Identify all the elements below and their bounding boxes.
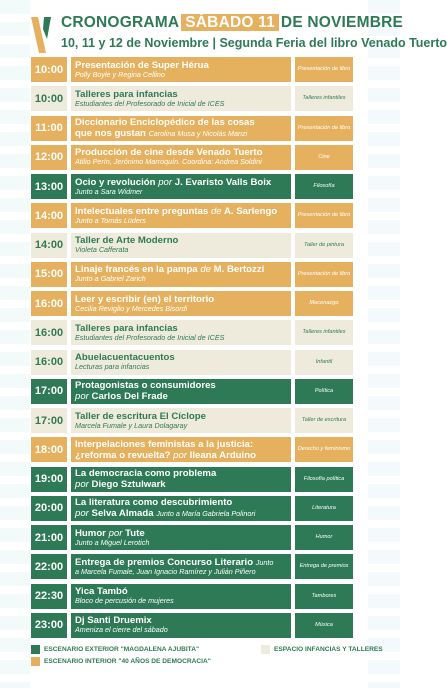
event-title-text: Diccionario Enciclopédico de las cosas [75,116,255,128]
event-time: 16:00 [31,320,67,345]
event-subline [75,100,287,109]
event-details [71,86,291,111]
event-time: 14:00 [31,233,67,258]
event-people: Carlos Del Frade [91,391,168,403]
schedule-row [31,467,353,492]
event-time: 20:00 [31,496,67,521]
event-time: 18:00 [31,437,67,462]
legend [31,643,383,673]
legend-swatch-green [31,645,40,654]
event-details [71,584,291,609]
event-details [71,203,291,228]
event-category: Filosofía [295,174,353,199]
event-subline [75,479,287,490]
legend-interior-label: ESCENARIO INTERIOR "40 AÑOS DE DEMOCRACIA" [44,658,211,665]
event-people: Diego Sztulwark [91,479,166,490]
event-people: Selva Almada [91,508,154,520]
event-category: Taller de escritura [295,408,353,433]
event-time: 14:00 [31,203,67,228]
event-author: M. Bertozzi [213,264,265,276]
event-subline [75,597,287,606]
page-header [31,14,447,56]
event-category: Tambores [295,584,353,609]
event-subline-pre: por [75,508,89,520]
schedule-row [31,320,353,345]
event-category: Talleres infantiles [295,320,353,345]
event-details [71,350,291,375]
event-details [71,554,291,579]
event-author: Tute [125,527,145,539]
event-title-connector: por [158,176,173,188]
event-subline [75,275,287,284]
event-title-text: Yica Tambó [75,586,128,598]
event-subline-pre: por [75,391,89,403]
event-title-text: Ocio y revolución [75,176,156,188]
legend-infancias-label: ESPACIO INFANCIAS Y TALLERES [274,646,383,653]
event-title-text: Abuelacuentacuentos [75,352,175,364]
event-title [75,439,287,450]
event-subline-connector: por [173,449,187,461]
event-details [71,467,291,492]
event-people: Estudiantes del Profesorado de Inicial de ICES [75,98,225,108]
schedule-list [31,57,353,642]
event-category: Presentación de libro [295,116,353,141]
event-people: Estudiantes del Profesorado de Inicial de ICES [75,332,225,342]
event-title-text: Dj Santi Druemix [75,615,152,627]
event-author: J. Evaristo Valls Boix [174,176,272,188]
event-subline [75,539,287,548]
event-time: 16:00 [31,291,67,316]
event-title-text: Taller de escritura El Cíclope [75,410,206,422]
event-title-text: Talleres para infancias [75,322,178,334]
event-people: Junto a Tomás Lüders [75,215,146,225]
event-title-text: La literatura como descubrimiento [75,497,233,509]
event-subline [75,188,287,197]
event-time: 23:00 [31,613,67,638]
event-title-text: Talleres para infancias [75,88,178,100]
event-category: Presentación de libro [295,203,353,228]
event-time: 22:30 [31,584,67,609]
legend-exterior [31,645,199,654]
event-people: Bloco de percusión de mujeres [75,596,174,606]
schedule-row [31,291,353,316]
fair-logo-icon [31,17,57,53]
schedule-row [31,496,353,521]
schedule-row [31,350,353,375]
event-subline [75,626,287,635]
event-subline [75,71,287,80]
event-time: 17:00 [31,379,67,404]
background-pattern-right [368,0,400,688]
event-subline [75,568,287,577]
event-category: Política [295,379,353,404]
event-title-text: Entrega de premios Concurso Literario [75,556,254,568]
page-title [61,14,403,32]
event-people: Junto a Miguel Lerotich [75,537,150,547]
event-title-note: Junto [255,557,274,567]
event-subline [75,508,287,519]
event-title-text-2: que nos gustan [75,128,146,139]
event-category: Infantil [295,350,353,375]
event-author: A. Sarlengo [223,205,278,217]
event-subline [75,391,287,402]
event-title-text: Leer y escribir (en) el territorio [75,293,215,305]
event-title-text: Protagonistas o consumidores [75,380,216,392]
legend-swatch-beige [261,645,270,654]
event-subline [75,450,287,461]
event-title-text: Presentación de Super Hérua [75,59,209,71]
event-people: Polly Boyle y Regina Cellino [75,69,165,79]
event-category: Presentación de libro [295,57,353,82]
event-category: Mecenazgo [295,291,353,316]
event-title-text: Interpelaciones feministas a la justicia: [75,438,254,450]
event-time: 22:00 [31,554,67,579]
schedule-row [31,613,353,638]
event-details [71,408,291,433]
event-category: Taller de pintura [295,233,353,258]
event-category: Entrega de premios [295,554,353,579]
event-title-connector: de [200,264,211,276]
event-subline [75,422,287,431]
event-details [71,262,291,287]
event-people: Ameniza el cierre del sábado [75,625,168,635]
schedule-row [31,174,353,199]
event-subline [75,305,287,314]
event-time: 15:00 [31,262,67,287]
schedule-row [31,408,353,433]
event-details [71,320,291,345]
event-people: Atilio Perín, Jerónimo Marroquín. Coordina: Andrea Soldini [75,157,262,167]
schedule-row [31,57,353,82]
title-prefix: CRONOGRAMA [61,14,180,31]
event-title-connector: por [108,527,123,539]
event-title-connector: de [210,205,222,217]
event-title-text: La democracia como problema [75,467,217,479]
schedule-row [31,86,353,111]
legend-swatch-orange [31,657,40,666]
page-subtitle: 10, 11 y 12 de Noviembre | Segunda Feria del libro Venado Tuerto [61,36,447,50]
event-title [75,117,287,128]
legend-infancias [261,645,383,654]
event-time: 10:00 [31,57,67,82]
event-people: Violeta Cafferata [75,245,129,255]
event-title-text: Producción de cine desde Venado Tuerto [75,147,263,159]
event-time: 10:00 [31,86,67,111]
event-subline [75,363,287,372]
event-details [71,496,291,521]
schedule-row [31,584,353,609]
legend-exterior-label: ESCENARIO EXTERIOR "MAGDALENA AJUBITA" [44,646,200,653]
legend-interior [31,657,211,666]
event-title-text: Humor [75,527,106,539]
event-people: Ileana Arduino [189,449,256,461]
event-title-text: Linaje francés en la pampa [75,264,198,276]
event-details [71,613,291,638]
event-time: 16:00 [31,350,67,375]
event-time: 13:00 [31,174,67,199]
event-people: Marcela Fumale y Laura Dolagaray [75,420,188,430]
event-category: Música [295,613,353,638]
event-subline [75,246,287,255]
event-details [71,174,291,199]
event-people: Lecturas para infancias [75,362,150,372]
event-time: 19:00 [31,467,67,492]
schedule-row [31,554,353,579]
event-details [71,233,291,258]
event-subline [75,334,287,343]
event-title-text: Taller de Arte Moderno [75,235,179,247]
schedule-row [31,203,353,228]
background-pattern-left [0,0,30,688]
event-category: Cine [295,145,353,170]
event-details [71,437,291,462]
event-time: 12:00 [31,145,67,170]
event-title [75,380,287,391]
schedule-row [31,145,353,170]
event-time: 11:00 [31,116,67,141]
schedule-row [31,262,353,287]
event-people: a Marcela Fumale, Juan Ignacio Ramírez y Julián Piñero [75,566,256,576]
event-subline [75,217,287,226]
event-details [71,379,291,404]
event-people: Carolina Musa y Nicolás Manzi [148,129,248,138]
schedule-row [31,233,353,258]
event-people: Junto a Sara Widmer [75,186,143,196]
event-details [71,525,291,550]
event-people: Cecilia Reviglio y Mercedes Bisordi [75,303,188,313]
schedule-row [31,116,353,141]
event-title-line2 [75,128,287,139]
event-people-extra: Junto a María Gabriela Polinori [156,509,256,519]
event-title [75,497,287,508]
schedule-row [31,437,353,462]
event-details [71,291,291,316]
event-category: Humor [295,525,353,550]
event-title-text: Intelectuales entre preguntas [75,205,209,217]
event-details [71,116,291,141]
event-people: Junto a Gabriel Zarich [75,274,146,284]
event-details [71,57,291,82]
title-suffix: DE NOVIEMBRE [280,14,404,31]
event-time: 17:00 [31,408,67,433]
schedule-row [31,525,353,550]
event-category: Derecho y feminismo [295,437,353,462]
event-category: Presentación de libro [295,262,353,287]
event-category: Filosofía política [295,467,353,492]
event-category: Literatura [295,496,353,521]
schedule-row [31,379,353,404]
event-category: Talleres infantiles [295,86,353,111]
event-subline [75,158,287,167]
event-title [75,468,287,479]
event-time: 21:00 [31,525,67,550]
event-subline-pre: por [75,479,89,490]
title-date-highlight: SÁBADO 11 [181,14,279,31]
event-subline-pre: ¿reforma o revuelta? [75,449,171,461]
event-details [71,145,291,170]
